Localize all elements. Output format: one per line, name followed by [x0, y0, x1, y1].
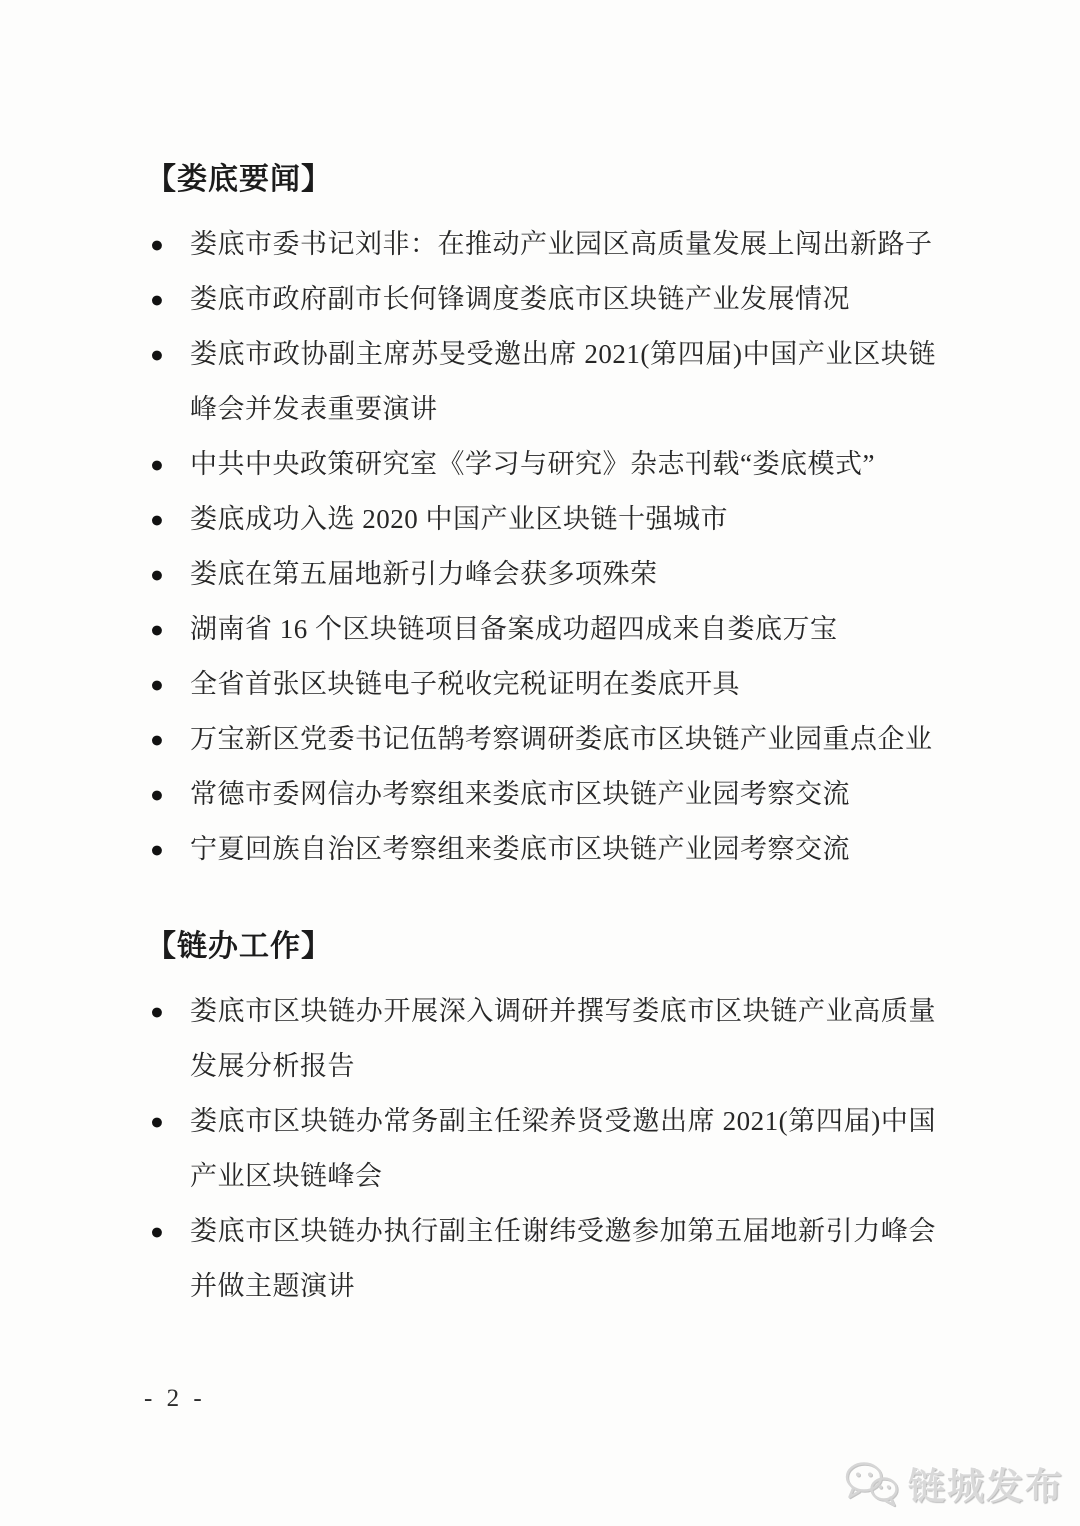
- news-item-text: 万宝新区党委书记伍鹄考察调研娄底市区块链产业园重点企业: [190, 724, 933, 754]
- list-item: [150, 1094, 936, 1204]
- news-item-text: 娄底市政协副主席苏旻受邀出席 2021(第四届)中国产业区块链峰会并发表重要演讲: [190, 339, 936, 424]
- list-item: [150, 547, 936, 602]
- bullet-icon: ●: [150, 782, 164, 807]
- bullet-icon: ●: [150, 837, 164, 862]
- bullet-icon: ●: [150, 342, 164, 367]
- section-title-chain-office-work: 【链办工作】: [146, 930, 332, 963]
- news-item-text: 常德市委网信办考察组来娄底市区块链产业园考察交流: [190, 779, 850, 809]
- list-item: [150, 767, 936, 822]
- list-item: [150, 272, 936, 327]
- news-item-text: 湖南省 16 个区块链项目备案成功超四成来自娄底万宝: [190, 614, 838, 644]
- bullet-icon: ●: [150, 999, 164, 1024]
- bullet-icon: ●: [150, 617, 164, 642]
- page-number: - 2 -: [144, 1385, 206, 1412]
- news-item-text: 娄底市区块链办开展深入调研并撰写娄底市区块链产业高质量发展分析报告: [190, 996, 936, 1081]
- bullet-icon: ●: [150, 452, 164, 477]
- list-item: [150, 327, 936, 437]
- news-item-text: 娄底市区块链办常务副主任梁养贤受邀出席 2021(第四届)中国产业区块链峰会: [190, 1106, 936, 1191]
- wechat-icon: [842, 1459, 900, 1507]
- bullet-icon: ●: [150, 672, 164, 697]
- news-item-text: 娄底在第五届地新引力峰会获多项殊荣: [190, 559, 658, 589]
- list-item: [150, 712, 936, 767]
- list-item: [150, 984, 936, 1094]
- list-item: [150, 217, 936, 272]
- news-item-text: 宁夏回族自治区考察组来娄底市区块链产业园考察交流: [190, 834, 850, 864]
- list-item: [150, 822, 936, 877]
- list-item: [150, 492, 936, 547]
- news-item-text: 娄底市政府副市长何锋调度娄底市区块链产业发展情况: [190, 284, 850, 314]
- section-chain-office-work: [146, 925, 936, 1314]
- bullet-icon: ●: [150, 287, 164, 312]
- list-item: [150, 657, 936, 712]
- news-item-text: 娄底市委书记刘非：在推动产业园区高质量发展上闯出新路子: [190, 229, 933, 259]
- news-item-text: 中共中央政策研究室《学习与研究》杂志刊载“娄底模式”: [190, 449, 875, 479]
- list-item: [150, 1204, 936, 1314]
- news-list-chain-office: [150, 984, 936, 1314]
- section-loudi-news: [146, 158, 936, 877]
- section-title-loudi-news: 【娄底要闻】: [146, 163, 332, 196]
- bullet-icon: ●: [150, 507, 164, 532]
- news-item-text: 娄底市区块链办执行副主任谢纬受邀参加第五届地新引力峰会并做主题演讲: [190, 1216, 936, 1301]
- watermark-label: 链城发布: [908, 1466, 1064, 1507]
- bullet-icon: ●: [150, 1219, 164, 1244]
- watermark: [842, 1456, 1064, 1510]
- news-item-text: 娄底成功入选 2020 中国产业区块链十强城市: [190, 504, 728, 534]
- bullet-icon: ●: [150, 232, 164, 257]
- bullet-icon: ●: [150, 1109, 164, 1134]
- bullet-icon: ●: [150, 562, 164, 587]
- list-item: [150, 437, 936, 492]
- news-item-text: 全省首张区块链电子税收完税证明在娄底开具: [190, 669, 740, 699]
- news-list-loudi: [150, 217, 936, 877]
- bullet-icon: ●: [150, 727, 164, 752]
- list-item: [150, 602, 936, 657]
